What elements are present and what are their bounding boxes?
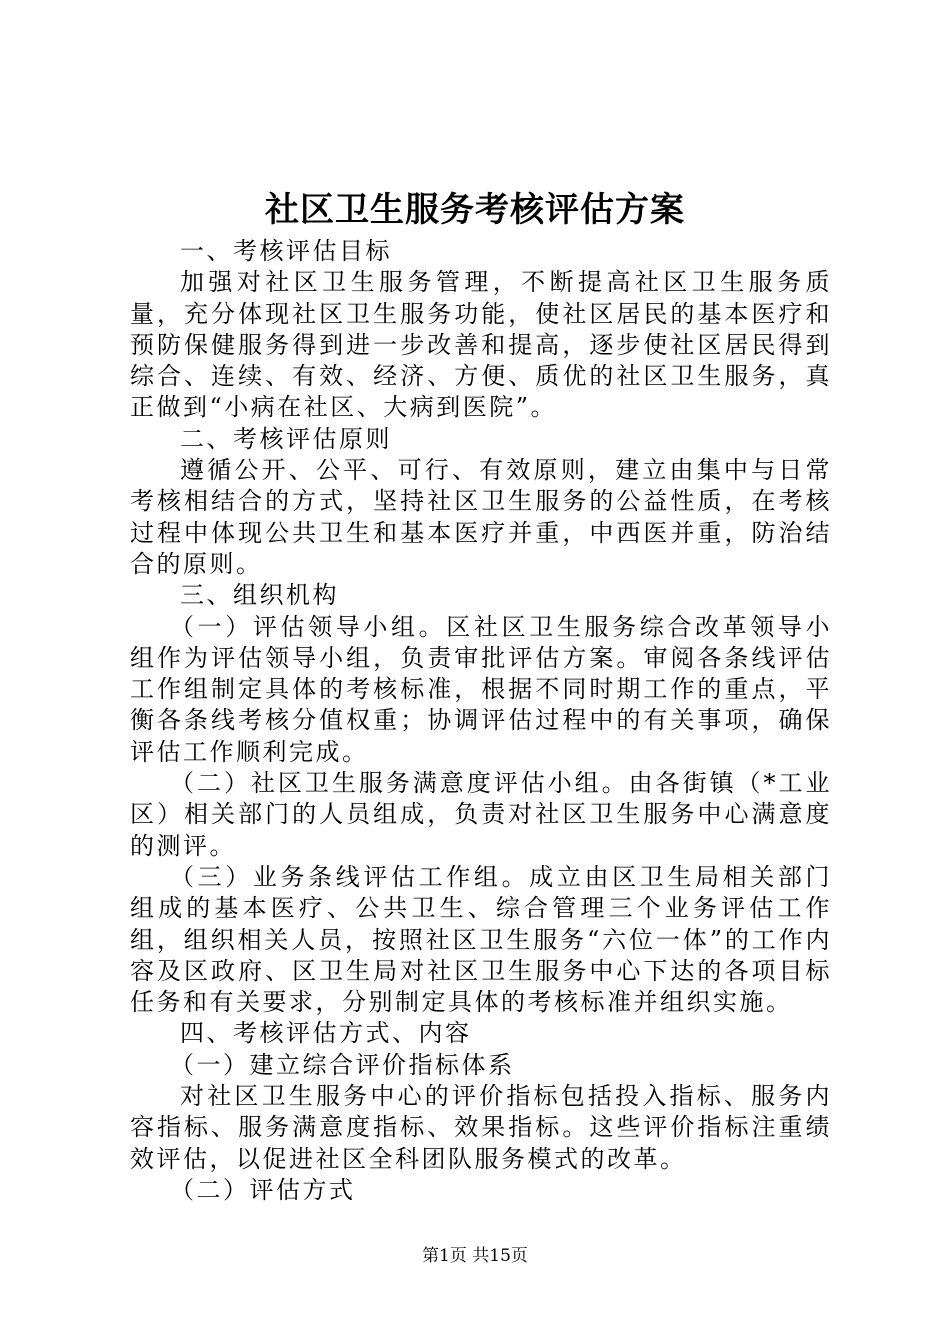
section-heading-3: 三、组织机构 — [180, 581, 339, 610]
paragraph-2: 遵循公开、公平、可行、有效原则，建立由集中与日常考核相结合的方式，坚持社区卫生服务的公益性质，在考核过程中体现公共卫生和基本医疗并重，中西医并重，防治结合的原则。 — [130, 456, 832, 578]
paragraph-5: （三）业务条线评估工作组。成立由区卫生局相关部门组成的基本医疗、公共卫生、综合管理三个业务评估工作组，组织相关人员，按照社区卫生服务“六位一体”的工作内容及区政府、区卫生局对社区卫生服务中心下达的各项目标任务和有关要求，分别制定具体的考核标准并组织实施。 — [130, 862, 832, 1017]
section-heading-4: 四、考核评估方式、内容 — [180, 1019, 472, 1048]
paragraph-1: 加强对社区卫生服务管理，不断提高社区卫生服务质量，充分体现社区卫生服务功能，使社区居民的基本医疗和预防保健服务得到进一步改善和提高，逐步使社区居民得到综合、连续、有效、经济、方便、质优的社区卫生服务，真正做到“小病在社区、大病到医院”。 — [130, 268, 832, 422]
paragraph-4: （二）社区卫生服务满意度评估小组。由各街镇（*工业区）相关部门的人员组成，负责对社区卫生服务中心满意度的测评。 — [130, 769, 832, 860]
section-heading-2: 二、考核评估原则 — [180, 424, 392, 453]
section-heading-1: 一、考核评估目标 — [180, 237, 392, 265]
page-footer: 第1页 共15页 — [422, 1246, 528, 1266]
subsection-heading-4b: （二）评估方式 — [170, 1175, 356, 1204]
subsection-heading-4a: （一）建立综合评价指标体系 — [170, 1050, 515, 1079]
paragraph-3: （一）评估领导小组。区社区卫生服务综合改革领导小组作为评估领导小组，负责审批评估方案。审阅各条线评估工作组制定具体的考核标准，根据不同时期工作的重点，平衡各条线考核分值权重；协调评估过程中的有关事项，确保评估工作顺利完成。 — [130, 612, 832, 766]
document-title: 社区卫生服务考核评估方案 — [265, 190, 685, 230]
document-body — [130, 236, 832, 1206]
paragraph-6: 对社区卫生服务中心的评价指标包括投入指标、服务内容指标、服务满意度指标、效果指标。这些评价指标注重绩效评估，以促进社区全科团队服务模式的改革。 — [130, 1082, 832, 1173]
